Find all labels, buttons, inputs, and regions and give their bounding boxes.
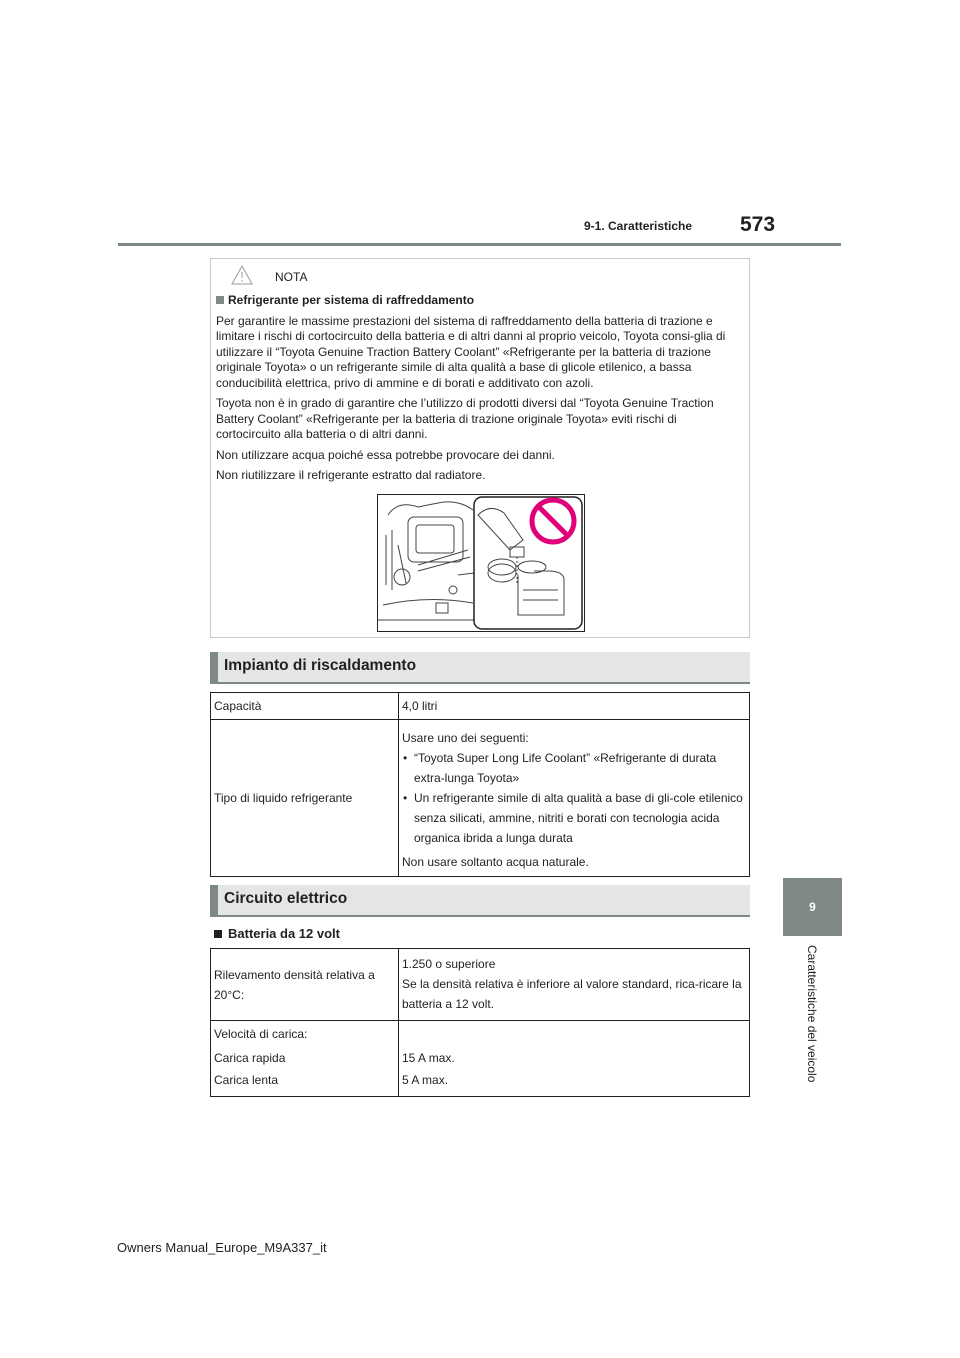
notice-paragraph: Toyota non è in grado di garantire che l’utilizzo di prodotti diversi dal “Toyota Genuine Traction Battery Coolant” «Refrigerante per la batteria di trazione originale Toyota» eviti rischi di cortocircuito alla batteria o di altri danni. — [216, 396, 714, 441]
heating-spec-table — [210, 692, 750, 877]
notice-paragraph: Non riutilizzare il refrigerante estratto dal radiatore. — [216, 468, 486, 482]
fast-charge-label: Carica rapida — [214, 1051, 286, 1065]
table-row — [211, 693, 750, 720]
coolant-intro: Usare uno dei seguenti: — [402, 731, 529, 745]
density-note: Se la densità relativa è inferiore al valore standard, rica-ricare la batteria a 12 volt. — [402, 977, 742, 1011]
charge-label: Velocità di carica: — [214, 1027, 308, 1041]
list-item: • Un refrigerante simile di alta qualità a base di gli-cole etilenico senza silicati, ammine, nitriti e borati con tecnologia acida organica ibrida a lunga durata — [402, 788, 746, 848]
notice-subtitle: Refrigerante per sistema di raffreddamento — [216, 293, 744, 309]
battery-spec-table — [210, 948, 750, 1097]
notice-paragraph: Per garantire le massime prestazioni del sistema di raffreddamento della batteria di trazione e limitare i rischi di cortocircuito della batteria e di altri danni al proprio veicolo, Toyota consi-glia di utilizzare il “Toyota Genuine Traction Battery Coolant” «Refrigerante per la batteria di trazione originale Toyota» o un refrigerante simile di alta qualità a base di glicole etilenico, a bassa conducibilità elettrica, privo di ammine e di borati e additivato con azoli. — [216, 313, 726, 390]
table-cell-label: Capacità — [214, 699, 262, 713]
square-bullet-icon — [216, 296, 224, 304]
section-heading-heating — [210, 652, 750, 684]
section-heading-electric — [210, 885, 750, 917]
table-row — [211, 1021, 750, 1097]
caution-triangle-icon — [231, 264, 253, 286]
table-cell-label: Tipo di liquido refrigerante — [214, 791, 353, 805]
notice-title: NOTA — [275, 270, 308, 284]
coolant-note: Non usare soltanto acqua naturale. — [402, 855, 589, 869]
notice-box — [210, 258, 750, 638]
heading-text: Circuito elettrico — [224, 890, 348, 907]
subheading-battery: Batteria da 12 volt — [214, 926, 340, 941]
density-value: 1.250 o superiore — [402, 957, 496, 971]
list-item: • “Toyota Super Long Life Coolant” «Refrigerante di durata extra-lunga Toyota» — [402, 748, 746, 788]
page-number: 573 — [740, 213, 776, 236]
table-cell-label: Rilevamento densità relativa a 20°C: — [214, 967, 375, 1002]
heading-bar — [210, 652, 218, 682]
header-rule — [118, 243, 841, 246]
table-cell-value: 4,0 litri — [402, 699, 438, 713]
slow-charge-value: 5 A max. — [402, 1073, 449, 1087]
chapter-tab[interactable] — [783, 878, 842, 936]
section-title: 9-1. Caratteristiche — [584, 219, 693, 233]
footer-manual-id: Owners Manual_Europe_M9A337_it — [117, 1240, 327, 1255]
square-bullet-icon — [214, 930, 222, 938]
coolant-prohibition-illustration — [377, 494, 585, 632]
slow-charge-label: Carica lenta — [214, 1073, 279, 1087]
heading-bar — [210, 885, 218, 915]
chapter-number: 9 — [809, 900, 816, 914]
table-row — [211, 720, 750, 877]
chapter-label: Caratteristiche del veicolo — [805, 945, 819, 1083]
heading-text: Impianto di riscaldamento — [224, 657, 417, 674]
table-row — [211, 949, 750, 1021]
notice-paragraph: Non utilizzare acqua poiché essa potrebbe provocare dei danni. — [216, 447, 555, 462]
fast-charge-value: 15 A max. — [402, 1051, 455, 1065]
